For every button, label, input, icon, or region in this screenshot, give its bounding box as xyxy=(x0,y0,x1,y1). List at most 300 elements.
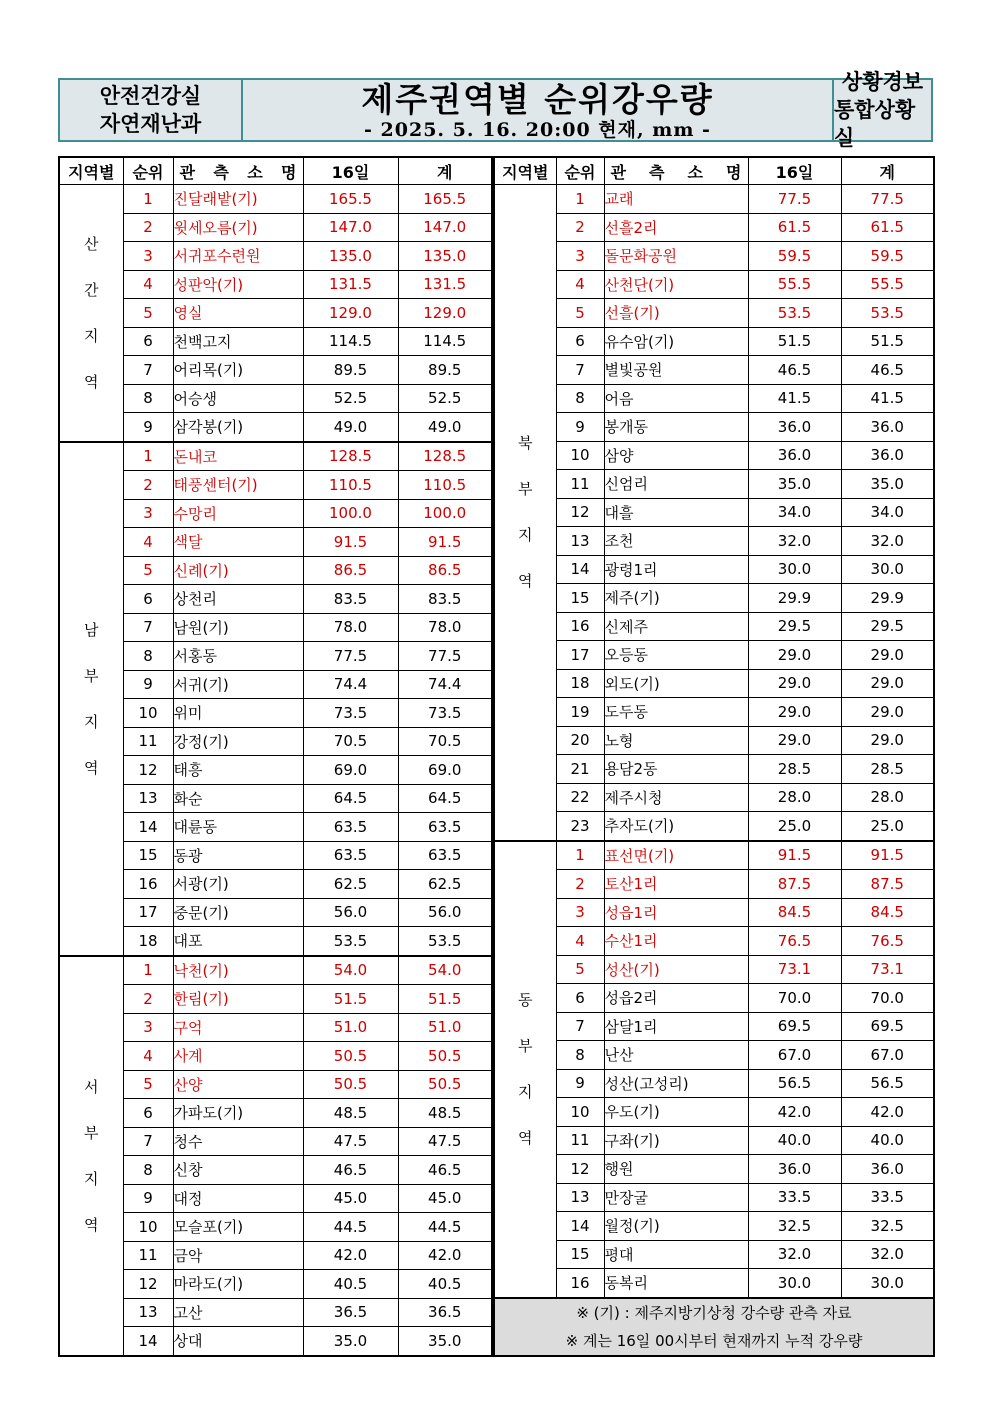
region-cell xyxy=(59,956,123,1356)
day-rainfall-cell: 73.5 xyxy=(303,699,398,728)
day-rainfall-cell: 29.0 xyxy=(748,698,841,727)
station-name-cell: 마라도(기) xyxy=(173,1270,303,1299)
rank-cell: 20 xyxy=(556,726,604,755)
day-rainfall-cell: 91.5 xyxy=(748,841,841,870)
region-char: 산 xyxy=(84,234,99,253)
rank-cell: 14 xyxy=(556,555,604,584)
rank-cell: 4 xyxy=(123,528,173,557)
table-row xyxy=(494,1069,934,1098)
table-row xyxy=(59,699,492,728)
day-rainfall-cell: 36.0 xyxy=(748,413,841,442)
day-rainfall-cell: 49.0 xyxy=(303,413,398,442)
table-row xyxy=(59,1070,492,1099)
total-rainfall-cell: 36.0 xyxy=(841,441,934,470)
station-name-cell: 어리목(기) xyxy=(173,356,303,385)
office-box xyxy=(834,70,931,150)
station-name-cell: 윗세오름(기) xyxy=(173,213,303,242)
rank-cell: 2 xyxy=(556,870,604,899)
rank-cell: 8 xyxy=(556,1041,604,1070)
total-rainfall-cell: 53.5 xyxy=(841,299,934,328)
rank-cell: 11 xyxy=(556,1126,604,1155)
rank-cell: 3 xyxy=(556,242,604,271)
station-name-cell: 모슬포(기) xyxy=(173,1213,303,1242)
rank-cell: 9 xyxy=(123,1184,173,1213)
station-name-cell: 가파도(기) xyxy=(173,1099,303,1128)
rank-cell: 13 xyxy=(123,784,173,813)
table-row xyxy=(494,698,934,727)
region-char: 역 xyxy=(84,372,99,391)
footnote-line2: ※ 계는 16일 00시부터 현재까지 누적 강우량 xyxy=(494,1327,934,1356)
day-rainfall-cell: 89.5 xyxy=(303,356,398,385)
station-name-cell: 제주시청 xyxy=(604,783,748,812)
total-rainfall-cell: 30.0 xyxy=(841,555,934,584)
day-rainfall-cell: 35.0 xyxy=(748,470,841,499)
table-row xyxy=(494,1269,934,1298)
region-char: 서 xyxy=(84,1077,99,1096)
total-rainfall-cell: 147.0 xyxy=(398,213,492,242)
day-rainfall-cell: 63.5 xyxy=(303,841,398,870)
station-name-cell: 대포 xyxy=(173,927,303,956)
office-line1: 상황경보 xyxy=(841,70,924,94)
total-rainfall-cell: 28.5 xyxy=(841,755,934,784)
table-row xyxy=(59,384,492,413)
day-rainfall-cell: 29.9 xyxy=(748,584,841,613)
total-rainfall-cell: 63.5 xyxy=(398,841,492,870)
station-name-cell: 돈내코 xyxy=(173,442,303,471)
day-rainfall-cell: 28.0 xyxy=(748,783,841,812)
station-name-cell: 서홍동 xyxy=(173,642,303,671)
day-rainfall-cell: 100.0 xyxy=(303,499,398,528)
rank-cell: 8 xyxy=(123,384,173,413)
station-name-cell: 신창 xyxy=(173,1156,303,1185)
left-rainfall-table xyxy=(58,156,493,1357)
station-name-cell: 용담2동 xyxy=(604,755,748,784)
total-rainfall-cell: 32.0 xyxy=(841,1240,934,1269)
table-row xyxy=(494,1041,934,1070)
table-row xyxy=(59,185,492,214)
rank-cell: 2 xyxy=(123,471,173,500)
station-name-cell: 신제주 xyxy=(604,612,748,641)
table-row xyxy=(494,669,934,698)
table-row xyxy=(59,870,492,899)
total-rainfall-cell: 56.0 xyxy=(398,898,492,927)
day-rainfall-cell: 91.5 xyxy=(303,528,398,557)
station-name-cell: 색달 xyxy=(173,528,303,557)
table-row xyxy=(494,1155,934,1184)
table-row xyxy=(59,585,492,614)
day-rainfall-cell: 36.5 xyxy=(303,1298,398,1327)
day-rainfall-cell: 29.5 xyxy=(748,612,841,641)
total-rainfall-cell: 54.0 xyxy=(398,956,492,985)
day-rainfall-cell: 40.5 xyxy=(303,1270,398,1299)
station-name-cell: 산양 xyxy=(173,1070,303,1099)
region-char: 부 xyxy=(84,1123,99,1142)
col-day-header: 16일 xyxy=(748,157,841,185)
rank-cell: 10 xyxy=(123,699,173,728)
table-row xyxy=(494,270,934,299)
rank-cell: 18 xyxy=(556,669,604,698)
total-rainfall-cell: 29.0 xyxy=(841,698,934,727)
table-row xyxy=(59,1298,492,1327)
rank-cell: 5 xyxy=(556,955,604,984)
rank-cell: 15 xyxy=(556,584,604,613)
table-row xyxy=(59,1156,492,1185)
total-rainfall-cell: 30.0 xyxy=(841,1269,934,1298)
day-rainfall-cell: 44.5 xyxy=(303,1213,398,1242)
report-header xyxy=(58,70,933,150)
table-row xyxy=(59,1270,492,1299)
table-row xyxy=(494,755,934,784)
table-row xyxy=(59,413,492,442)
table-row xyxy=(494,984,934,1013)
total-rainfall-cell: 42.0 xyxy=(398,1241,492,1270)
total-rainfall-cell: 51.5 xyxy=(841,327,934,356)
station-name-cell: 천백고지 xyxy=(173,327,303,356)
station-name-cell: 광령1리 xyxy=(604,555,748,584)
table-row xyxy=(494,641,934,670)
day-rainfall-cell: 50.5 xyxy=(303,1042,398,1071)
region-cell xyxy=(59,185,123,442)
rank-cell: 16 xyxy=(556,1269,604,1298)
day-rainfall-cell: 70.0 xyxy=(748,984,841,1013)
total-rainfall-cell: 67.0 xyxy=(841,1041,934,1070)
station-name-cell: 진달래밭(기) xyxy=(173,185,303,214)
day-rainfall-cell: 51.0 xyxy=(303,1013,398,1042)
total-rainfall-cell: 78.0 xyxy=(398,613,492,642)
station-name-cell: 강정(기) xyxy=(173,727,303,756)
table-row xyxy=(494,812,934,841)
rank-cell: 6 xyxy=(123,327,173,356)
total-rainfall-cell: 87.5 xyxy=(841,870,934,899)
table-row xyxy=(59,499,492,528)
rank-cell: 3 xyxy=(123,1013,173,1042)
table-row xyxy=(494,441,934,470)
rank-cell: 13 xyxy=(123,1298,173,1327)
rank-cell: 12 xyxy=(556,1155,604,1184)
day-rainfall-cell: 165.5 xyxy=(303,185,398,214)
total-rainfall-cell: 40.5 xyxy=(398,1270,492,1299)
total-rainfall-cell: 25.0 xyxy=(841,812,934,841)
station-name-cell: 남원(기) xyxy=(173,613,303,642)
station-name-cell: 월정(기) xyxy=(604,1212,748,1241)
total-rainfall-cell: 47.5 xyxy=(398,1127,492,1156)
table-row xyxy=(494,1240,934,1269)
day-rainfall-cell: 46.5 xyxy=(303,1156,398,1185)
station-name-cell: 낙천(기) xyxy=(173,956,303,985)
station-name-cell: 노형 xyxy=(604,726,748,755)
day-rainfall-cell: 50.5 xyxy=(303,1070,398,1099)
total-rainfall-cell: 84.5 xyxy=(841,898,934,927)
table-row xyxy=(494,527,934,556)
table-row xyxy=(59,813,492,842)
day-rainfall-cell: 56.0 xyxy=(303,898,398,927)
table-row xyxy=(494,498,934,527)
station-name-cell: 한림(기) xyxy=(173,985,303,1014)
day-rainfall-cell: 30.0 xyxy=(748,1269,841,1298)
rank-cell: 7 xyxy=(123,1127,173,1156)
station-name-cell: 제주(기) xyxy=(604,584,748,613)
day-rainfall-cell: 29.0 xyxy=(748,669,841,698)
day-rainfall-cell: 42.0 xyxy=(748,1098,841,1127)
table-row xyxy=(59,556,492,585)
total-rainfall-cell: 29.0 xyxy=(841,669,934,698)
total-rainfall-cell: 73.1 xyxy=(841,955,934,984)
day-rainfall-cell: 45.0 xyxy=(303,1184,398,1213)
station-name-cell: 금악 xyxy=(173,1241,303,1270)
total-rainfall-cell: 41.5 xyxy=(841,384,934,413)
total-rainfall-cell: 42.0 xyxy=(841,1098,934,1127)
total-rainfall-cell: 56.5 xyxy=(841,1069,934,1098)
station-name-cell: 봉개동 xyxy=(604,413,748,442)
total-rainfall-cell: 62.5 xyxy=(398,870,492,899)
table-row xyxy=(59,642,492,671)
rank-cell: 3 xyxy=(556,898,604,927)
station-name-cell: 오등동 xyxy=(604,641,748,670)
rank-cell: 16 xyxy=(123,870,173,899)
rank-cell: 5 xyxy=(123,556,173,585)
total-rainfall-cell: 74.4 xyxy=(398,670,492,699)
day-rainfall-cell: 84.5 xyxy=(748,898,841,927)
table-row xyxy=(59,356,492,385)
rank-cell: 22 xyxy=(556,783,604,812)
day-rainfall-cell: 30.0 xyxy=(748,555,841,584)
table-row xyxy=(494,384,934,413)
table-row xyxy=(59,528,492,557)
total-rainfall-cell: 33.5 xyxy=(841,1183,934,1212)
day-rainfall-cell: 67.0 xyxy=(748,1041,841,1070)
day-rainfall-cell: 56.5 xyxy=(748,1069,841,1098)
total-rainfall-cell: 83.5 xyxy=(398,585,492,614)
col-total-header: 계 xyxy=(841,157,934,185)
total-rainfall-cell: 89.5 xyxy=(398,356,492,385)
day-rainfall-cell: 76.5 xyxy=(748,927,841,956)
table-row xyxy=(494,185,934,214)
total-rainfall-cell: 34.0 xyxy=(841,498,934,527)
day-rainfall-cell: 73.1 xyxy=(748,955,841,984)
table-row xyxy=(59,1127,492,1156)
table-row xyxy=(494,327,934,356)
station-name-cell: 구좌(기) xyxy=(604,1126,748,1155)
day-rainfall-cell: 135.0 xyxy=(303,242,398,271)
day-rainfall-cell: 34.0 xyxy=(748,498,841,527)
day-rainfall-cell: 63.5 xyxy=(303,813,398,842)
table-row xyxy=(494,413,934,442)
station-name-cell: 수망리 xyxy=(173,499,303,528)
station-name-cell: 서귀(기) xyxy=(173,670,303,699)
table-row xyxy=(59,471,492,500)
table-row xyxy=(494,555,934,584)
region-char: 부 xyxy=(518,480,533,499)
title-box xyxy=(241,80,834,140)
office-line2: 통합상황실 xyxy=(834,98,916,150)
total-rainfall-cell: 29.0 xyxy=(841,641,934,670)
station-name-cell: 삼각봉(기) xyxy=(173,413,303,442)
total-rainfall-cell: 29.0 xyxy=(841,726,934,755)
total-rainfall-cell: 51.5 xyxy=(398,985,492,1014)
total-rainfall-cell: 129.0 xyxy=(398,299,492,328)
station-name-cell: 태풍센터(기) xyxy=(173,471,303,500)
rank-cell: 5 xyxy=(123,299,173,328)
table-row xyxy=(494,898,934,927)
table-row xyxy=(494,584,934,613)
day-rainfall-cell: 33.5 xyxy=(748,1183,841,1212)
rank-cell: 2 xyxy=(123,213,173,242)
rank-cell: 11 xyxy=(556,470,604,499)
station-name-cell: 표선면(기) xyxy=(604,841,748,870)
right-rainfall-table xyxy=(493,156,935,1357)
day-rainfall-cell: 32.5 xyxy=(748,1212,841,1241)
day-rainfall-cell: 129.0 xyxy=(303,299,398,328)
station-name-cell: 상천리 xyxy=(173,585,303,614)
day-rainfall-cell: 110.5 xyxy=(303,471,398,500)
day-rainfall-cell: 69.5 xyxy=(748,1012,841,1041)
col-day-header: 16일 xyxy=(303,157,398,185)
rank-cell: 5 xyxy=(556,299,604,328)
rank-cell: 10 xyxy=(556,1098,604,1127)
table-row xyxy=(59,670,492,699)
rank-cell: 15 xyxy=(556,1240,604,1269)
table-row xyxy=(59,270,492,299)
table-row xyxy=(59,1042,492,1071)
station-name-cell: 대흘 xyxy=(604,498,748,527)
day-rainfall-cell: 64.5 xyxy=(303,784,398,813)
rank-cell: 1 xyxy=(123,442,173,471)
station-name-cell: 수산1리 xyxy=(604,927,748,956)
station-name-cell: 동광 xyxy=(173,841,303,870)
day-rainfall-cell: 32.0 xyxy=(748,1240,841,1269)
total-rainfall-cell: 86.5 xyxy=(398,556,492,585)
total-rainfall-cell: 69.5 xyxy=(841,1012,934,1041)
station-name-cell: 성읍1리 xyxy=(604,898,748,927)
table-row xyxy=(59,784,492,813)
footnote-line1: ※ (기) : 제주지방기상청 강수량 관측 자료 xyxy=(494,1298,934,1327)
station-name-cell: 토산1리 xyxy=(604,870,748,899)
table-row xyxy=(494,841,934,870)
rank-cell: 14 xyxy=(123,813,173,842)
total-rainfall-cell: 64.5 xyxy=(398,784,492,813)
col-rank-header: 순위 xyxy=(556,157,604,185)
table-row xyxy=(494,299,934,328)
total-rainfall-cell: 35.0 xyxy=(841,470,934,499)
day-rainfall-cell: 54.0 xyxy=(303,956,398,985)
day-rainfall-cell: 147.0 xyxy=(303,213,398,242)
department-box xyxy=(60,80,241,140)
total-rainfall-cell: 63.5 xyxy=(398,813,492,842)
station-name-cell: 영실 xyxy=(173,299,303,328)
station-name-cell: 성읍2리 xyxy=(604,984,748,1013)
total-rainfall-cell: 45.0 xyxy=(398,1184,492,1213)
region-char: 부 xyxy=(518,1037,533,1055)
station-name-cell: 성산(기) xyxy=(604,955,748,984)
col-station-header: 관 측 소 명 xyxy=(604,157,748,185)
total-rainfall-cell: 29.9 xyxy=(841,584,934,613)
total-rainfall-cell: 29.5 xyxy=(841,612,934,641)
total-rainfall-cell: 46.5 xyxy=(398,1156,492,1185)
rank-cell: 9 xyxy=(556,413,604,442)
region-char: 역 xyxy=(84,1215,99,1234)
day-rainfall-cell: 59.5 xyxy=(748,242,841,271)
note-row xyxy=(494,1298,934,1327)
table-row xyxy=(494,726,934,755)
total-rainfall-cell: 40.0 xyxy=(841,1126,934,1155)
rank-cell: 4 xyxy=(123,1042,173,1071)
region-char: 지 xyxy=(84,712,99,731)
table-row xyxy=(59,927,492,956)
station-name-cell: 태흥 xyxy=(173,756,303,785)
rank-cell: 14 xyxy=(556,1212,604,1241)
total-rainfall-cell: 70.0 xyxy=(841,984,934,1013)
table-row xyxy=(59,213,492,242)
day-rainfall-cell: 36.0 xyxy=(748,441,841,470)
day-rainfall-cell: 69.0 xyxy=(303,756,398,785)
station-name-cell: 교래 xyxy=(604,185,748,214)
rank-cell: 8 xyxy=(123,642,173,671)
table-row xyxy=(59,1213,492,1242)
rank-cell: 9 xyxy=(556,1069,604,1098)
region-char: 간 xyxy=(84,280,99,299)
region-cell xyxy=(494,185,556,841)
total-rainfall-cell: 73.5 xyxy=(398,699,492,728)
region-char: 북 xyxy=(518,434,533,453)
table-row xyxy=(494,470,934,499)
total-rainfall-cell: 135.0 xyxy=(398,242,492,271)
day-rainfall-cell: 53.5 xyxy=(303,927,398,956)
total-rainfall-cell: 53.5 xyxy=(398,927,492,956)
station-name-cell: 상대 xyxy=(173,1327,303,1356)
table-row xyxy=(494,783,934,812)
rank-cell: 7 xyxy=(123,356,173,385)
total-rainfall-cell: 32.5 xyxy=(841,1212,934,1241)
station-name-cell: 만장굴 xyxy=(604,1183,748,1212)
total-rainfall-cell: 44.5 xyxy=(398,1213,492,1242)
region-char: 지 xyxy=(518,526,533,545)
rank-cell: 2 xyxy=(556,213,604,242)
rank-cell: 1 xyxy=(556,185,604,214)
page-subtitle: - 2025. 5. 16. 20:00 현재, mm - xyxy=(364,119,711,141)
station-name-cell: 도두동 xyxy=(604,698,748,727)
table-row xyxy=(59,1013,492,1042)
total-rainfall-cell: 36.5 xyxy=(398,1298,492,1327)
rank-cell: 13 xyxy=(556,527,604,556)
rank-cell: 8 xyxy=(123,1156,173,1185)
rank-cell: 7 xyxy=(556,1012,604,1041)
department-line1: 안전건강실 xyxy=(99,84,202,108)
day-rainfall-cell: 83.5 xyxy=(303,585,398,614)
station-name-cell: 삼달1리 xyxy=(604,1012,748,1041)
table-row xyxy=(494,1012,934,1041)
day-rainfall-cell: 48.5 xyxy=(303,1099,398,1128)
day-rainfall-cell: 32.0 xyxy=(748,527,841,556)
station-name-cell: 선흘(기) xyxy=(604,299,748,328)
total-rainfall-cell: 46.5 xyxy=(841,356,934,385)
day-rainfall-cell: 51.5 xyxy=(303,985,398,1014)
rank-cell: 12 xyxy=(123,1270,173,1299)
rank-cell: 16 xyxy=(556,612,604,641)
table-row xyxy=(59,1184,492,1213)
total-rainfall-cell: 36.0 xyxy=(841,413,934,442)
station-name-cell: 삼양 xyxy=(604,441,748,470)
day-rainfall-cell: 86.5 xyxy=(303,556,398,585)
region-cell xyxy=(494,841,556,1298)
rank-cell: 14 xyxy=(123,1327,173,1356)
station-name-cell: 난산 xyxy=(604,1041,748,1070)
station-name-cell: 우도(기) xyxy=(604,1098,748,1127)
table-row xyxy=(494,1126,934,1155)
right-table-body xyxy=(494,185,934,1356)
rank-cell: 6 xyxy=(123,585,173,614)
table-row xyxy=(59,727,492,756)
rank-cell: 17 xyxy=(123,898,173,927)
